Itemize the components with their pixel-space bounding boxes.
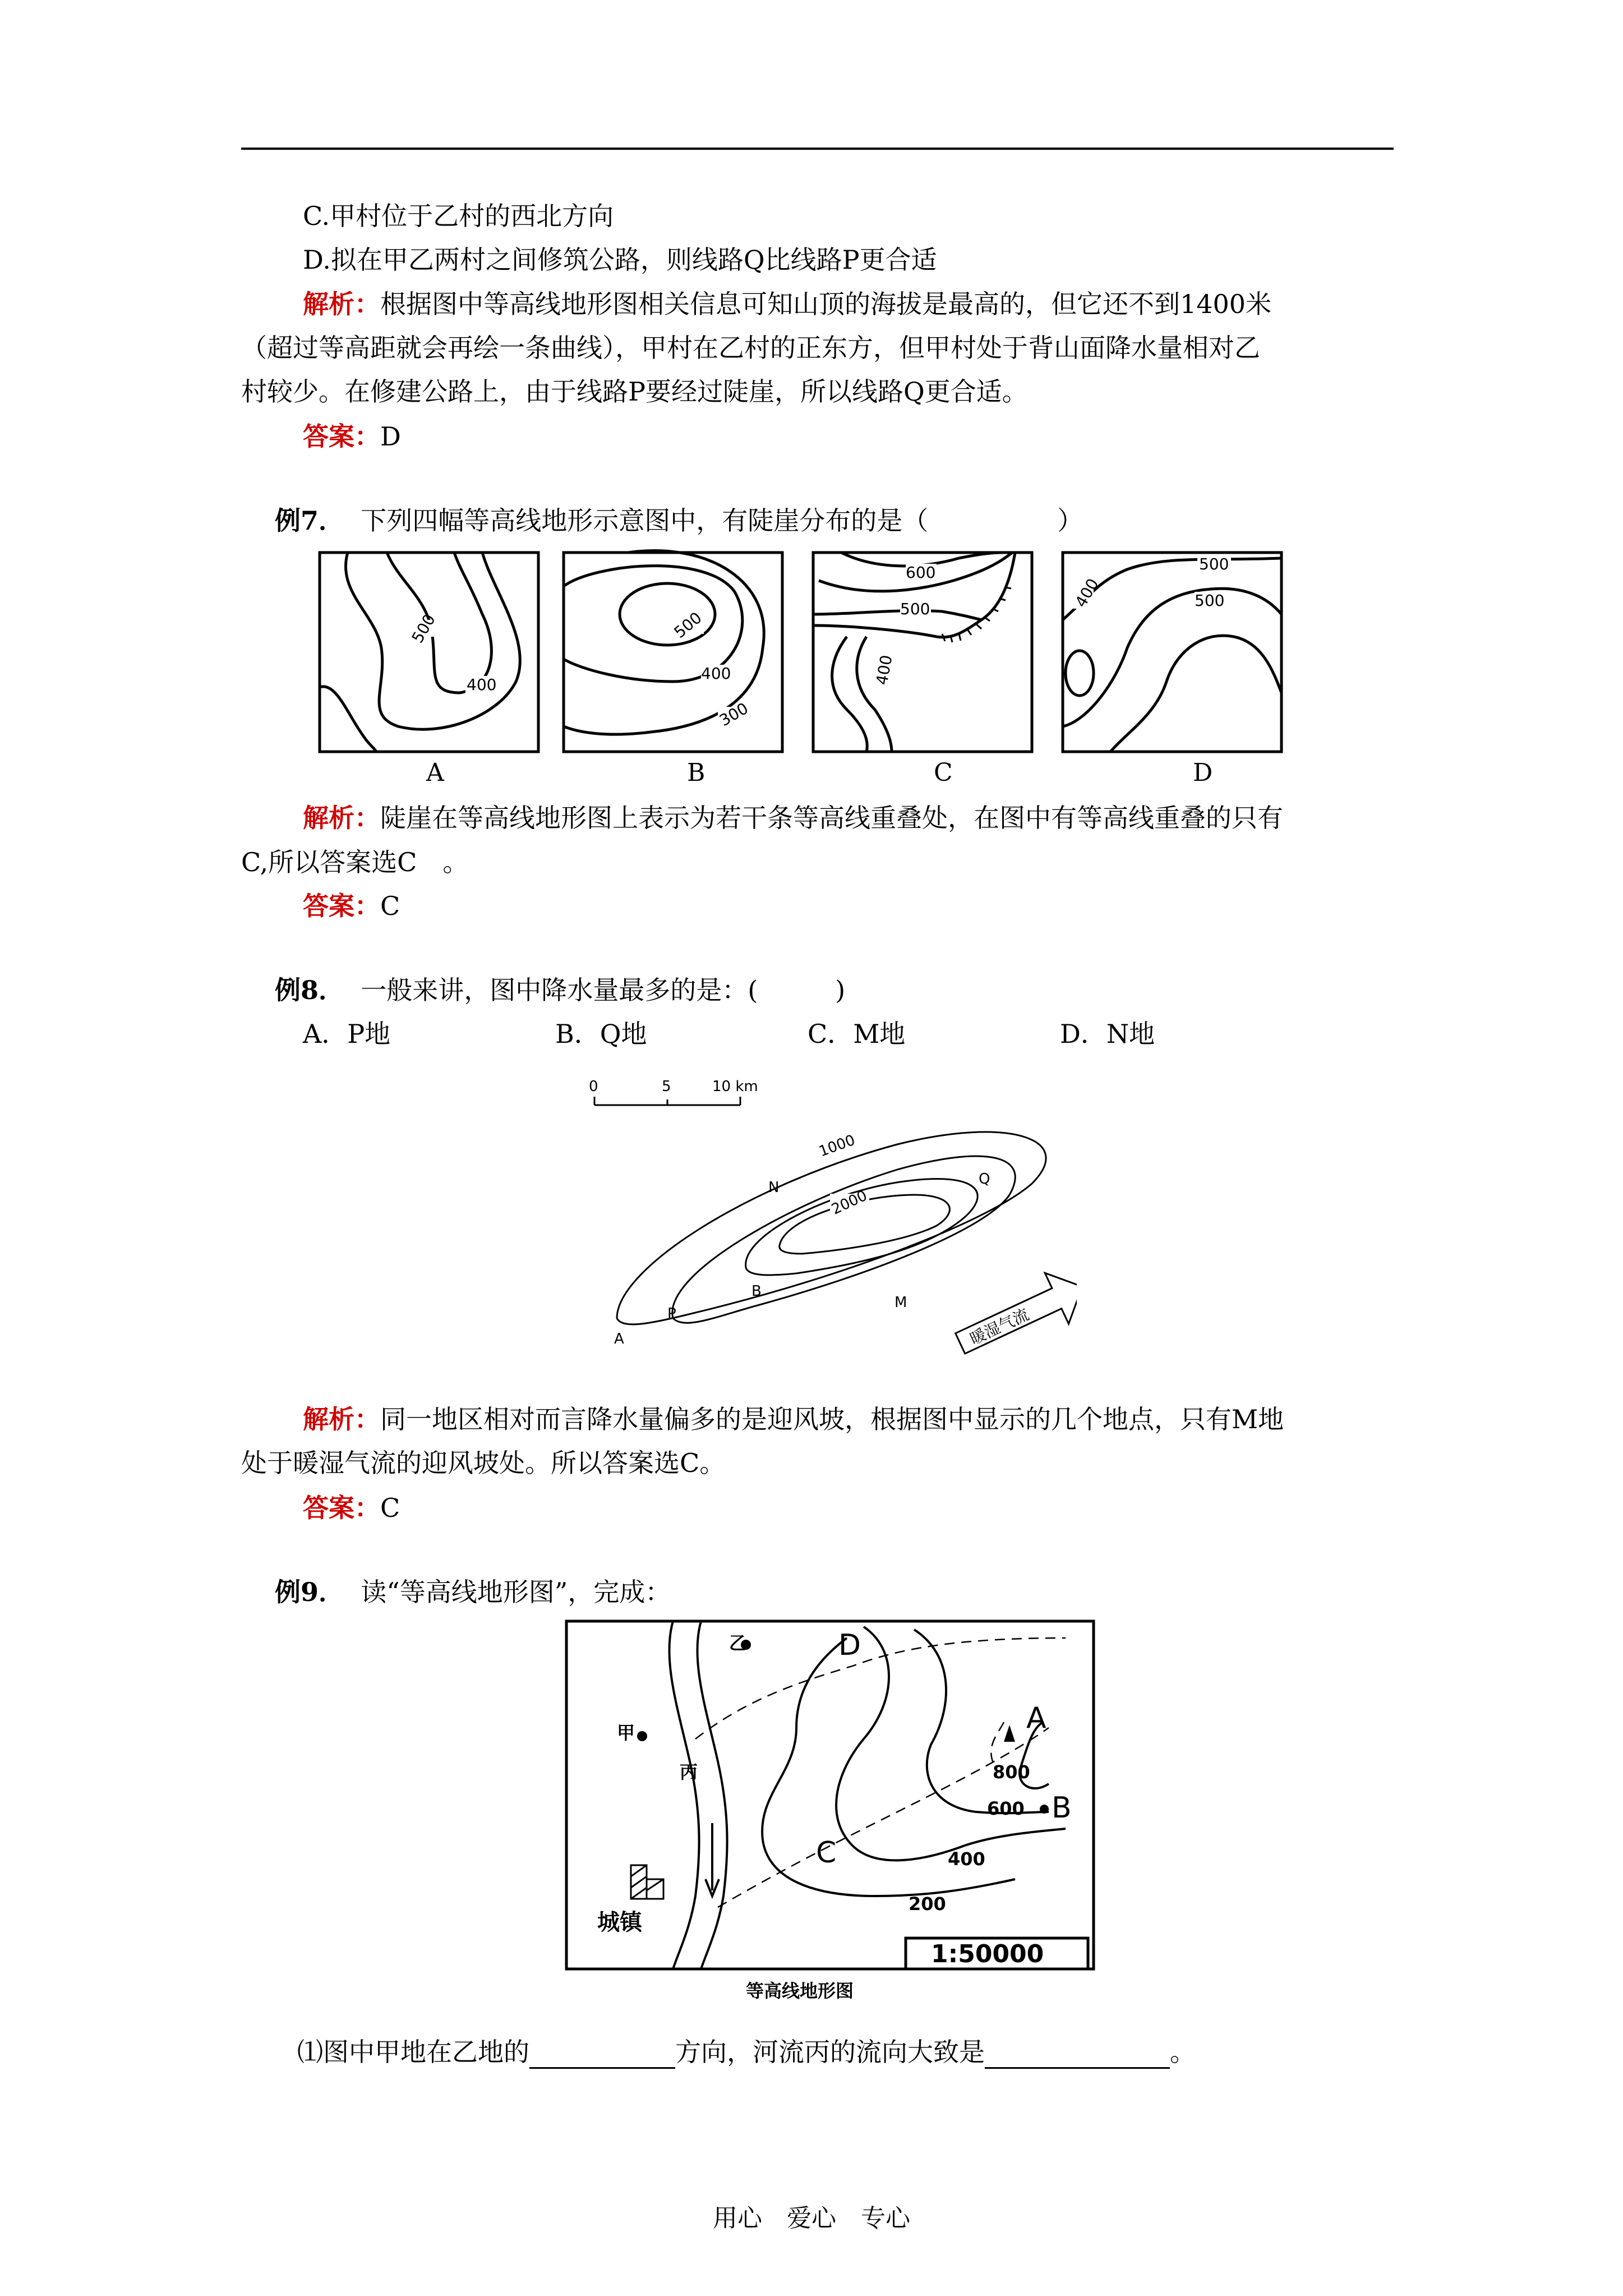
panel-caption-d: D xyxy=(1193,758,1213,787)
contour-outer xyxy=(617,1132,1046,1324)
point-c-label: C xyxy=(816,1836,837,1870)
contour-label-800: 800 xyxy=(993,1761,1030,1783)
wind-label: 暖湿气流 xyxy=(967,1305,1032,1349)
panel-d-contour xyxy=(1110,636,1281,752)
panel-b-contour xyxy=(620,583,715,645)
river-bing-label: 丙 xyxy=(680,1761,698,1783)
village-jia-label: 甲 xyxy=(617,1722,635,1743)
analysis-text: 根据图中等高线地形图相关信息可知山顶的海拔是最高的，但它还不到1400米 xyxy=(380,289,1272,319)
wind-arrow xyxy=(948,1261,1077,1369)
q8-mountain-figure xyxy=(583,1071,1077,1380)
q8-prompt: 例8． 一般来讲，图中降水量最多的是：( ) xyxy=(275,975,846,1005)
contour-label: 1000 xyxy=(817,1131,857,1161)
panel-a-contour xyxy=(320,687,376,752)
point-d-label: D xyxy=(838,1628,861,1662)
q6-answer: 答案：D xyxy=(303,421,401,452)
header-rule xyxy=(241,148,1394,150)
point-label: M xyxy=(895,1294,907,1311)
q7-prompt: 例7． 下列四幅等高线地形示意图中，有陡崖分布的是（ ） xyxy=(275,505,1083,536)
blank-direction[interactable] xyxy=(529,2042,675,2069)
panel-d-contour xyxy=(1066,651,1094,696)
point-label: Q xyxy=(979,1171,990,1188)
q8-option-a: A．P地 xyxy=(303,1019,391,1049)
q8-answer: 答案：C xyxy=(303,1493,400,1523)
q7-analysis-line1: 解析：陡崖在等高线地形图上表示为若干条等高线重叠处，在图中有等高线重叠的只有 xyxy=(303,803,1283,833)
q8-analysis-line2: 处于暖湿气流的迎风坡处。所以答案选C。 xyxy=(241,1448,726,1478)
point-label: B xyxy=(751,1283,762,1300)
analysis-label: 解析： xyxy=(303,289,380,319)
q8-analysis-line1: 解析：同一地区相对而言降水量偏多的是迎风坡，根据图中显示的几个地点，只有M地 xyxy=(303,1404,1284,1434)
point-label: P xyxy=(667,1305,676,1322)
scale-label: 10 km xyxy=(712,1078,758,1095)
town-label: 城镇 xyxy=(597,1910,642,1935)
contour-label: 500 xyxy=(670,608,706,642)
q9-sub1: ⑴图中甲地在乙地的 方向，河流丙的流向大致是 。 xyxy=(297,2035,1196,2069)
scale-label: 5 xyxy=(662,1078,671,1095)
point-label: N xyxy=(768,1179,780,1196)
contour-label: 600 xyxy=(906,563,936,582)
panel-caption-b: B xyxy=(687,758,706,787)
map-frame xyxy=(566,1621,1094,1969)
contour-label: 400 xyxy=(467,675,497,694)
contour-label: 500 xyxy=(900,600,930,618)
q7-answer: 答案：C xyxy=(303,891,400,921)
point-a-label: A xyxy=(1026,1701,1046,1735)
contour-label: 2000 xyxy=(829,1187,870,1218)
blank-flow-direction[interactable] xyxy=(985,2042,1170,2069)
village-jia-dot xyxy=(637,1731,647,1741)
contour-label: 500 xyxy=(408,611,439,646)
contour-label-200: 200 xyxy=(909,1893,946,1915)
scale-label: 0 xyxy=(589,1078,598,1095)
q7-analysis-line2: C,所以答案选C 。 xyxy=(241,847,469,877)
option-d: D.拟在甲乙两村之间修筑公路，则线路Q比线路P更合适 xyxy=(303,245,937,275)
contour-label: 300 xyxy=(716,698,751,730)
contour-label: 500 xyxy=(1199,555,1229,573)
contour-label: 400 xyxy=(1071,575,1103,611)
contour-label-600: 600 xyxy=(987,1798,1025,1819)
village-yi-label: 乙 xyxy=(729,1632,748,1654)
point-b-dot xyxy=(1040,1805,1049,1814)
point-b-label: B xyxy=(1052,1791,1072,1825)
panel-c-frame xyxy=(813,553,1032,752)
contour-1000 xyxy=(672,1156,1015,1323)
q9-prompt: 例9． 读“等高线地形图”，完成： xyxy=(275,1577,671,1607)
map-caption: 等高线地形图 xyxy=(746,1980,854,2001)
panel-caption-a: A xyxy=(426,758,444,787)
scale-label: 1:50000 xyxy=(931,1940,1044,1968)
point-label: A xyxy=(614,1331,624,1347)
panel-caption-c: C xyxy=(934,758,953,787)
contour-label: 400 xyxy=(701,664,731,683)
contour-label: 500 xyxy=(1195,591,1225,610)
q8-option-c: C．M地 xyxy=(808,1019,906,1049)
q7-contour-figure xyxy=(314,547,1312,760)
q6-analysis-line1 xyxy=(303,287,1271,321)
q9-topo-map xyxy=(561,1616,1099,2008)
q8-option-b: B．Q地 xyxy=(555,1019,647,1049)
q6-analysis-line2: （超过等高距就会再绘一条曲线），甲村在乙村的正东方，但甲村处于背山面降水量相对乙 xyxy=(241,333,1260,363)
panel-d-contour xyxy=(1063,588,1281,726)
panel-a-frame xyxy=(320,553,538,752)
contour-label: 400 xyxy=(872,654,896,687)
footer: 用心 爱心 专心 xyxy=(713,2204,910,2233)
option-c: C.甲村位于乙村的西北方向 xyxy=(303,201,614,231)
panel-c-contour xyxy=(813,611,981,620)
q8-option-d: D．N地 xyxy=(1060,1019,1155,1049)
q6-analysis-line3: 村较少。在修建公路上，由于线路P要经过陡崖，所以线路Q更合适。 xyxy=(241,376,1028,407)
contour-label-400: 400 xyxy=(948,1848,985,1870)
